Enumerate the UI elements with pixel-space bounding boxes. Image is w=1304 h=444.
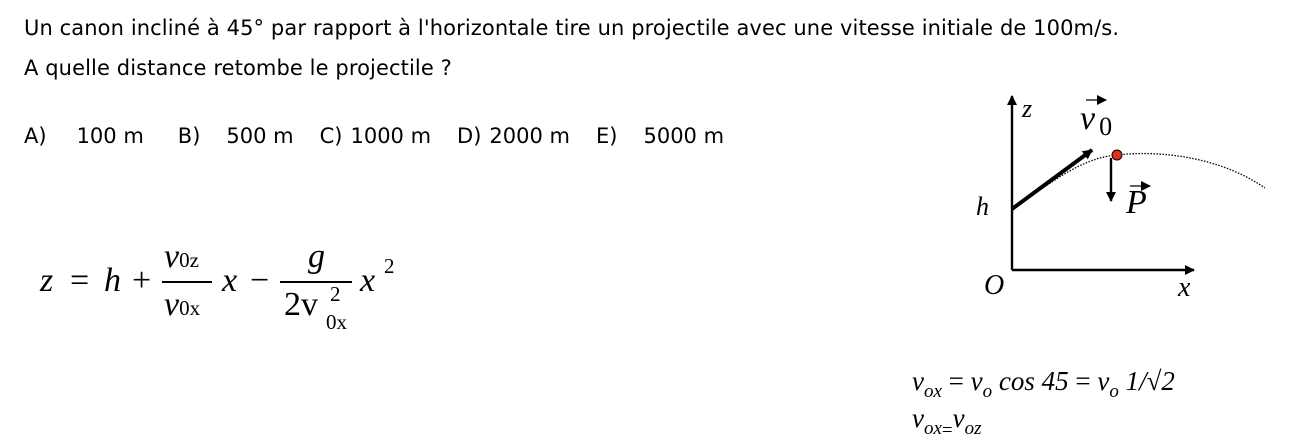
formula-minus: − (250, 262, 270, 299)
answer-value: 1000 m (350, 124, 432, 148)
formula-den2-sup: 2 (330, 282, 341, 306)
origin-label: O (984, 270, 1005, 301)
p-label: P (1126, 184, 1147, 221)
answer-option-c[interactable] (320, 124, 431, 148)
projectile-diagram (960, 82, 1280, 312)
formula-x2-sup: 2 (384, 254, 395, 278)
formula-num2: g (308, 238, 325, 275)
trajectory-formula (40, 236, 420, 336)
answer-value: 2000 m (489, 124, 570, 148)
answer-value: 100 m (76, 124, 144, 148)
relation-vox-cos: $v_{ox} = v_o$ $\cos 45 = v_o$ 1/√2 (912, 366, 1175, 402)
answer-letter: C) (319, 124, 343, 148)
x-axis-label: x (1178, 272, 1191, 303)
formula-z: z (40, 262, 54, 299)
formula-den1: v0x (164, 286, 201, 323)
fraction-bar-1 (162, 281, 212, 283)
answer-letter: A) (24, 124, 47, 148)
h-label: h (976, 192, 989, 221)
projectile-point (1112, 150, 1122, 160)
answer-letter: B) (177, 124, 201, 148)
question-line-2: A quelle distance retombe le projectile ? (24, 56, 452, 80)
formula-equals: = (70, 262, 90, 299)
diagram-svg (960, 82, 1280, 312)
answer-value: 5000 m (643, 124, 725, 148)
formula-den2: 2v (284, 286, 318, 323)
answer-option-b[interactable] (178, 124, 294, 148)
question-line-1: Un canon incliné à 45° par rapport à l'horizontale tire un projectile avec une vitesse initiale de 100m/s. (24, 16, 1120, 40)
v0-label: v 0 (1080, 100, 1113, 141)
velocity-vector (1012, 150, 1092, 209)
answer-letter: D) (457, 124, 482, 148)
answer-letter: E) (596, 124, 618, 148)
z-axis-label: z (1022, 94, 1033, 123)
answer-option-d[interactable] (457, 124, 570, 148)
relation-vox-voz: $v_{ox=}v_{oz}$ (912, 403, 982, 441)
answer-option-e[interactable] (596, 124, 724, 148)
formula-plus: + (132, 262, 152, 299)
answer-options (24, 124, 724, 148)
formula-h: h (104, 262, 121, 299)
formula-den2-sub: 0x (326, 310, 347, 334)
fraction-bar-2 (280, 281, 352, 283)
answer-option-a[interactable] (24, 124, 144, 148)
answer-value: 500 m (226, 124, 294, 148)
formula-num1: v0z (164, 238, 199, 275)
formula-x2: x (360, 262, 376, 299)
formula-x1: x (222, 262, 238, 299)
